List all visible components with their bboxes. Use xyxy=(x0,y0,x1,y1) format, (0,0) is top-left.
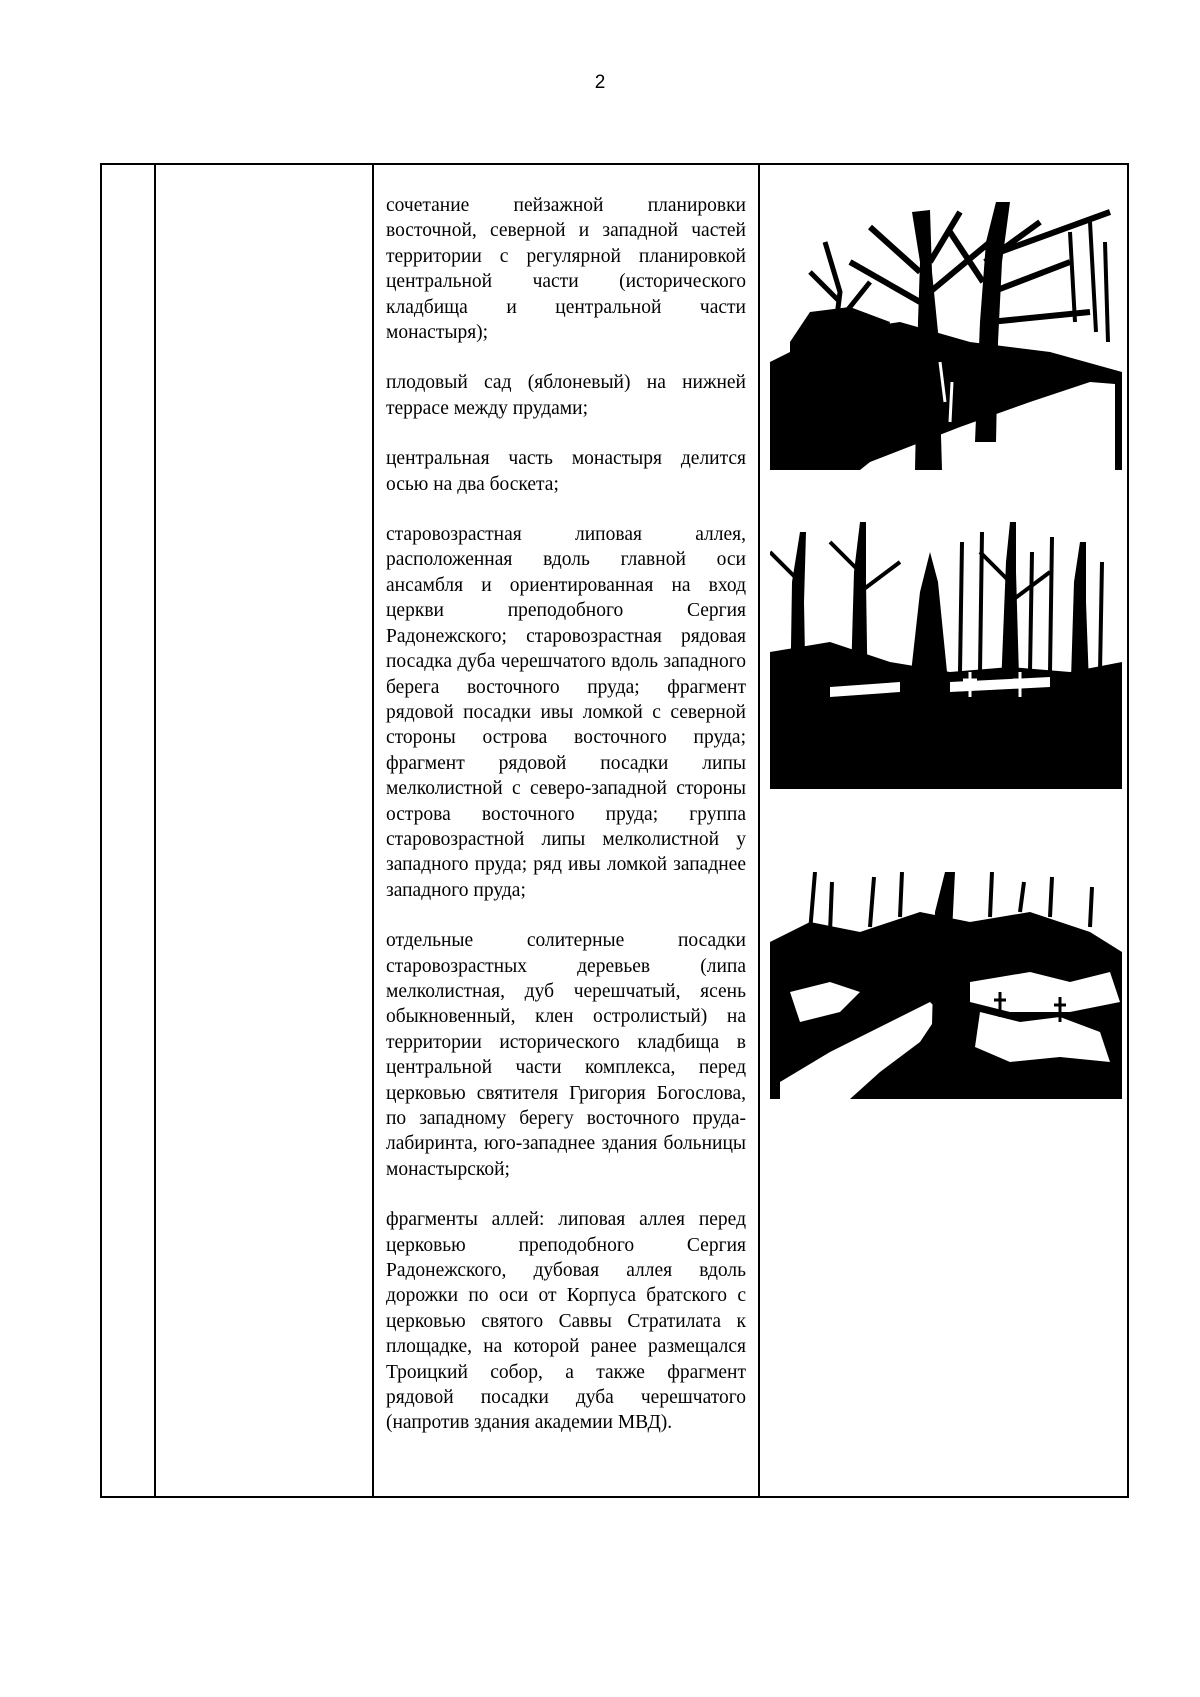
table-row xyxy=(101,164,1128,1497)
description-paragraph: отдельные солитерные посадки старовозрастных деревьев (липа мелколистная, дуб черешчатый, ясень обыкновенный, клен остролистый) на территории исторического кладбища в центральной части комплекса, перед церковью святителя Григория Богослова, по западному берегу восточного пруда-лабиринта, юго-западнее здания больницы монастырской; xyxy=(386,930,746,1180)
tree-photo xyxy=(770,202,1122,470)
document-table xyxy=(100,163,1129,1498)
number-cell xyxy=(101,164,155,1497)
description-paragraph: сочетание пейзажной планировки восточной, северной и западной частей территории с регулярной планировкой центральной части (исторического кладбища и центральной части монастыря); xyxy=(386,195,746,344)
name-cell xyxy=(155,164,373,1497)
description-paragraph: центральная часть монастыря делится осью на два боскета; xyxy=(386,448,746,495)
description-paragraph: плодовый сад (яблоневый) на нижней террасе между прудами; xyxy=(386,372,746,419)
cemetery-photo xyxy=(770,522,1122,789)
path-photo xyxy=(770,872,1122,1099)
description-paragraph: фрагменты аллей: липовая аллея перед церковью преподобного Сергия Радонежского, дубовая аллея вдоль дорожки по оси от Корпуса братского с церковью святого Саввы Стратилата к площадке, на которой ранее размещался Троицкий собор, а также фрагмент рядовой посадки дуба черешчатого (напротив здания академии МВД). xyxy=(386,1209,746,1434)
description-paragraph: старовозрастная липовая аллея, расположенная вдоль главной оси ансамбля и ориентированная на вход церкви преподобного Сергия Радонежского; старовозрастная рядовая посадка дуба черешчатого вдоль западного берега восточного пруда; фрагмент рядовой посадки ивы ломкой с северной стороны острова восточного пруда; фрагмент рядовой посадки липы мелколистной с северо-западной стороны острова восточного пруда; группа старовозрастной липы мелколистной у западного пруда; ряд ивы ломкой западнее западного пруда; xyxy=(386,524,746,901)
description-cell xyxy=(373,164,759,1497)
photo-cell xyxy=(759,164,1128,1497)
page-number: 2 xyxy=(594,72,606,93)
